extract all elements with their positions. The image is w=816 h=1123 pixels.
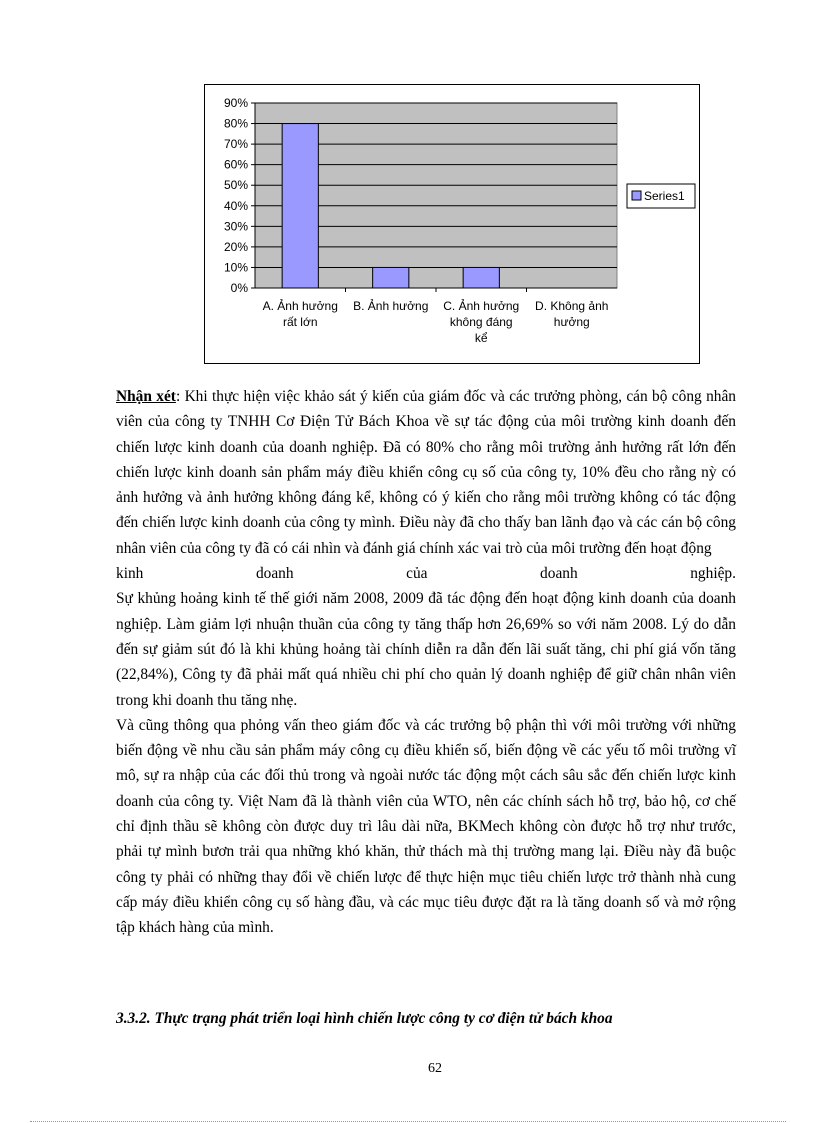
y-tick-label: 0% — [230, 281, 248, 295]
legend-label: Series1 — [644, 189, 685, 203]
x-category-label: hưởng — [553, 315, 590, 329]
x-category-label: B. Ảnh hưởng — [353, 299, 429, 313]
y-tick-label: 50% — [223, 178, 248, 193]
last-word-2: doanh — [255, 565, 294, 583]
document-body — [116, 384, 736, 941]
y-tick-label: 40% — [223, 198, 248, 213]
y-tick-label: 10% — [223, 260, 248, 275]
survey-bar-chart — [204, 84, 700, 364]
paragraph-remark — [116, 384, 736, 561]
x-category-label: kể — [474, 331, 488, 345]
paragraph-crisis: Sự khủng hoảng kinh tế thế giới năm 2008, 2009 đã tác động đến hoạt động kinh doanh của doanh nghiệp. Làm giảm lợi nhuận thuần của công ty tăng thấp hơn 26,69% so với năm 2008. Lý do dẫn đến sự giảm sút đó là khi khủng hoảng tài chính diễn ra dẫn đến lãi suất tăng, chi phí giá vốn tăng (22,84%), Công ty đã phải mất quá nhiều chi phí cho quản lý doanh nghiệp để giữ chân nhân viên trong khi doanh thu tăng nhẹ. — [116, 590, 736, 709]
last-word-4: doanh — [540, 565, 578, 583]
y-tick-label: 20% — [223, 239, 248, 254]
remark-label: Nhận xét — [116, 388, 176, 405]
chart-canvas — [205, 85, 699, 363]
last-word-1: kinh — [116, 565, 144, 583]
bar — [463, 267, 499, 288]
y-tick-label: 70% — [223, 137, 248, 152]
remark-last-line — [116, 561, 736, 586]
last-word-3: của — [406, 565, 428, 583]
x-category-label: A. Ảnh hưởng — [262, 299, 338, 313]
x-category-label: C. Ảnh hưởng — [443, 299, 520, 313]
y-tick-label: 60% — [223, 157, 248, 172]
last-word-5: nghiệp. — [690, 565, 736, 583]
y-tick-label: 90% — [223, 96, 248, 110]
page-number: 62 — [428, 1061, 442, 1076]
paragraph-interview: Và cũng thông qua phỏng vấn theo giám đốc và các trưởng bộ phận thì với môi trường với những biến động về nhu cầu sản phẩm máy công cụ điều khiển số, biến động về các yếu tố môi trường vĩ mô, sự ra nhập của các đối thủ trong và ngoài nước tác động một cách sâu sắc đến chiến lược kinh doanh của công ty. Việt Nam đã là thành viên của WTO, nên các chính sách hỗ trợ, bảo hộ, cơ chế chỉ định thầu sẽ không còn được duy trì lâu dài nữa, BKMech không còn được hỗ trợ như trước, phải tự mình bươn trải qua những khó khăn, thử thách mà thị trường mang lại. Điều này đã buộc công ty phải có những thay đổi về chiến lược để thực hiện mục tiêu chiến lược trở thành nhà cung cấp máy điều khiển công cụ số hàng đầu, và các mục tiêu được đặt ra là tăng doanh số và mở rộng tập khách hàng của mình. — [116, 716, 736, 937]
bar — [373, 267, 409, 288]
x-category-label: rất lớn — [282, 315, 318, 329]
y-tick-label: 80% — [223, 116, 248, 131]
page-bottom-rule — [30, 1121, 786, 1122]
y-tick-label: 30% — [223, 219, 248, 234]
legend-swatch — [632, 191, 641, 200]
x-category-label: D. Không ảnh — [535, 299, 609, 313]
x-category-label: không đáng — [449, 315, 513, 329]
bar — [282, 124, 318, 288]
remark-body: : Khi thực hiện việc khảo sát ý kiến của giám đốc và các trưởng phòng, cán bộ công nhân viên của công ty TNHH Cơ Điện Tử Bách Khoa về sự tác động của môi trường kinh doanh đến chiến lược kinh doanh của doanh nghiệp. Đã có 80% cho rằng môi trường ảnh hưởng rất lớn đến chiến lược kinh doanh sản phẩm máy điều khiển công cụ số của công ty, 10% đều cho rằng nỳ có ảnh hưởng và ảnh hưởng không đáng kể, không có ý kiến cho rằng môi trường không có tác động đến chiến lược kinh doanh của công ty mình. Điều này đã cho thấy ban lãnh đạo và các cán bộ công nhân viên của công ty đã có cái nhìn và đánh giá chính xác vai trò của môi trường đến hoạt động — [116, 388, 736, 557]
section-heading: 3.3.2. Thực trạng phát triển loại hình chiến lược công ty cơ điện tử bách khoa — [116, 1010, 613, 1027]
